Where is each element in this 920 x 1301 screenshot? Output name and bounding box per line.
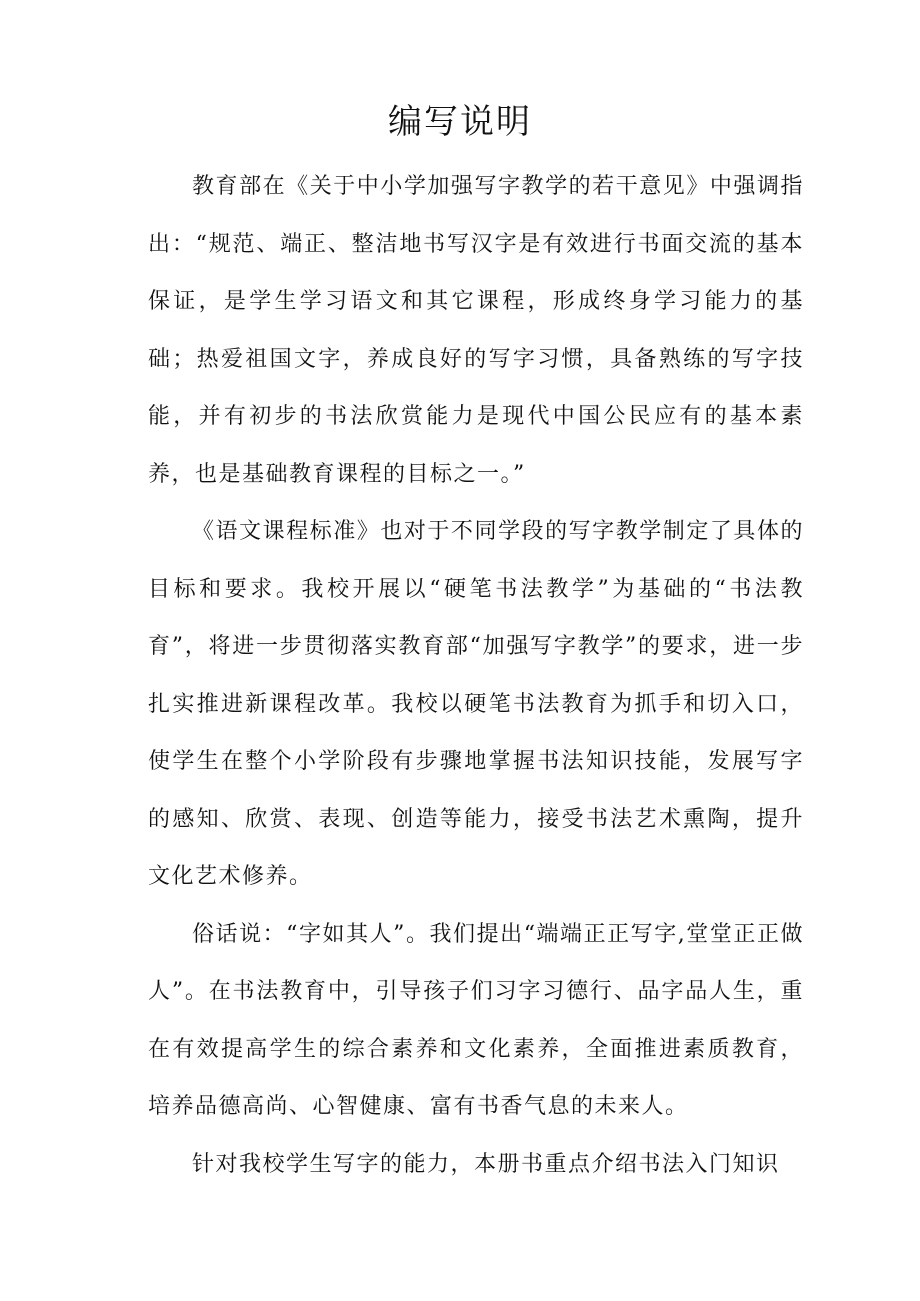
document-title: 编写说明 [388,102,532,142]
paragraph-3: 俗话说：“字如其人”。我们提出“端端正正写字,堂堂正正做人”。在书法教育中，引导孩子们习字习德行、品字品人生，重在有效提高学生的综合素养和文化素养，全面推进素质教育，培养品德高尚、心智健康、富有书香气息的未来人。 [148,921,804,1119]
paragraph-4: 针对我校学生写字的能力，本册书重点介绍书法入门知识 [192,1151,780,1177]
document-body [148,158,804,1193]
paragraph-2: 《语文课程标准》也对于不同学段的写字教学制定了具体的目标和要求。我校开展以“硬笔书法教学”为基础的“书法教育”，将进一步贯彻落实教育部“加强写字教学”的要求，进一步扎实推进新课程改革。我校以硬笔书法教育为抓手和切入口，使学生在整个小学阶段有步骤地掌握书法知识技能，发展写字的感知、欣赏、表现、创造等能力，接受书法艺术熏陶，提升文化艺术修养。 [148,519,804,889]
paragraph-1: 教育部在《关于中小学加强写字教学的若干意见》中强调指出：“规范、端正、整洁地书写汉字是有效进行书面交流的基本保证，是学生学习语文和其它课程，形成终身学习能力的基础；热爱祖国文字，养成良好的写字习惯，具备熟练的写字技能，并有初步的书法欣赏能力是现代中国公民应有的基本素养，也是基础教育课程的目标之一。” [148,174,804,487]
